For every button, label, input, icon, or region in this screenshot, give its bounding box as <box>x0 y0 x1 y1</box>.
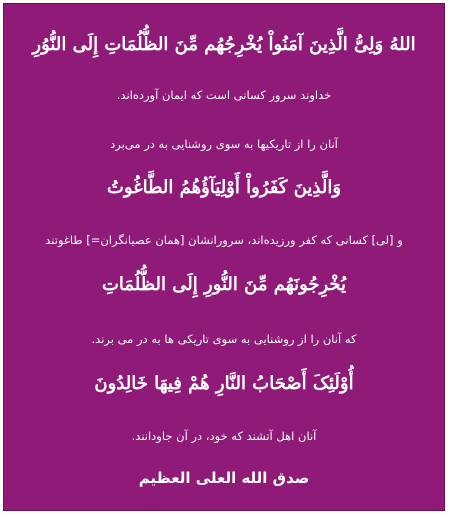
translation-line-5: آنان اهل آتشند که خود، در آن جاودانند. <box>131 429 317 443</box>
verse-line-3: یُخْرِجُونَهُم مِّنَ النُّورِ إِلَی الظُّلُمَاتِ <box>101 274 347 295</box>
translation-line-4: که آنان را از روشنایی به سوی تاریکی ها به در می برند. <box>91 332 357 346</box>
verse-panel <box>3 3 445 511</box>
closing-phrase: صدق الله العلی العظیم <box>138 469 310 487</box>
translation-line-2: آنان را از تاریکیها به سوی روشنایی به در می‌برد <box>110 137 338 151</box>
translation-line-3: و [لی] کسانی که کفر ورزیده‌اند، سرورانشان [همان عصیانگران=] طاغوتند <box>45 233 403 247</box>
verse-line-4: أُوْلَئِکَ أَصْحَابُ النَّارِ هُمْ فِیهَا خَالِدُونَ <box>94 373 354 394</box>
translation-line-1: خداوند سرور کسانی است که ایمان آورده‌اند. <box>116 88 332 102</box>
verse-line-2: وَالَّذِینَ کَفَرُواْ أَوْلِیَآؤُهُمُ الطَّاغُوتُ <box>106 177 342 198</box>
verse-line-1: اللهُ وَلِیُّ الَّذِینَ آمَنُواْ یُخْرِجُهُم مِّنَ الظُّلُمَاتِ إِلَی النُّوُرِ <box>32 34 416 55</box>
